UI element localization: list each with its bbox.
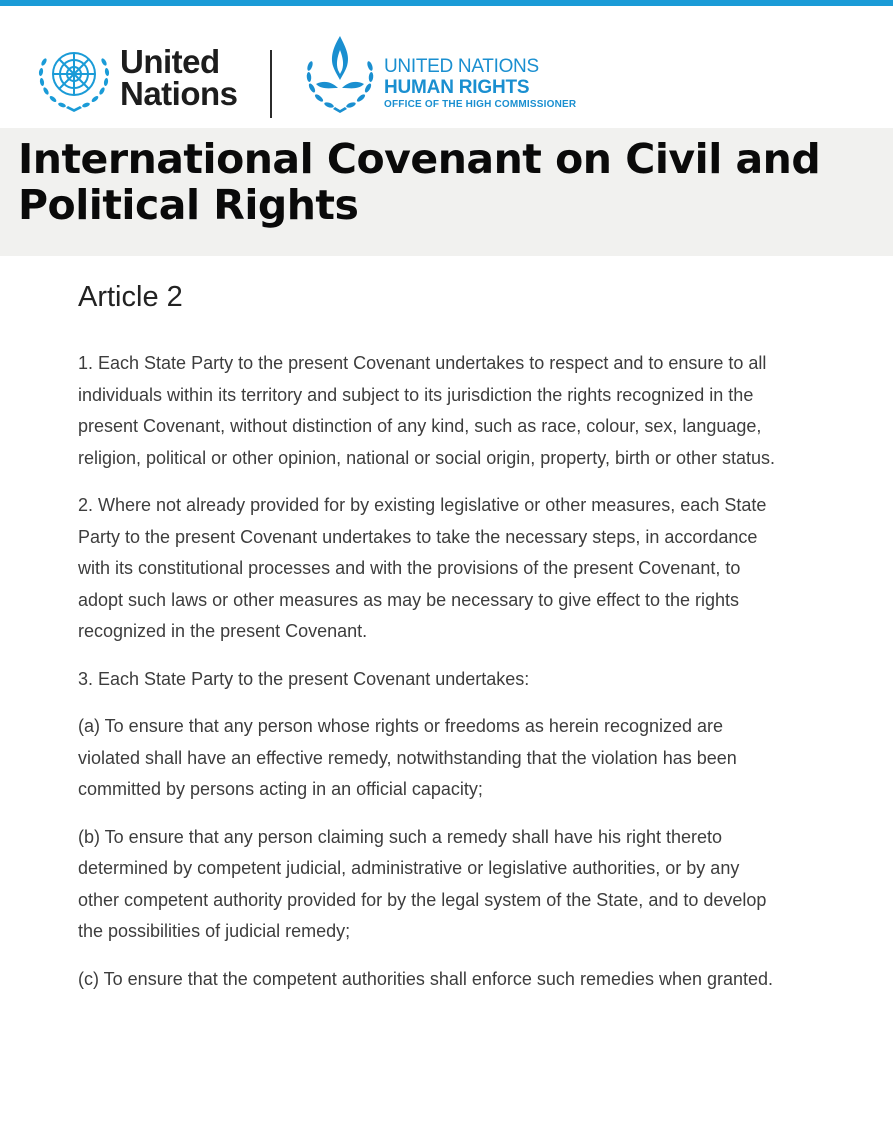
ohchr-line-2: HUMAN RIGHTS bbox=[384, 77, 530, 98]
un-wordmark-line1: United bbox=[120, 43, 220, 80]
ohchr-wordmark[interactable] bbox=[384, 56, 576, 111]
un-wordmark-line2: Nations bbox=[120, 75, 238, 112]
article-paragraph-3a: (a) To ensure that any person whose rights or freedoms as herein recognized are violated shall have an effective remedy, notwithstanding that the violation has been committed by persons acting in an official capacity; bbox=[78, 716, 737, 799]
ohchr-line-1: UNITED NATIONS bbox=[384, 56, 539, 77]
article-paragraph-3c: (c) To ensure that the competent authorities shall enforce such remedies when granted. bbox=[78, 968, 774, 989]
site-header bbox=[0, 6, 893, 128]
ohchr-flame-icon[interactable] bbox=[300, 32, 380, 116]
article-paragraph-2: 2. Where not already provided for by existing legislative or other measures, each State Party to the present Covenant undertakes to take the necessary steps, in accordance with its constitutional processes and with the provisions of the present Covenant, to adopt such laws or other measures as may be necessary to give effect to the rights recognized in the present Covenant. bbox=[78, 495, 767, 641]
logo-divider bbox=[270, 50, 272, 118]
un-emblem-icon[interactable] bbox=[34, 42, 114, 116]
article-paragraph-3: 3. Each State Party to the present Covenant undertakes: bbox=[78, 668, 530, 689]
ohchr-line-3: OFFICE OF THE HIGH COMMISSIONER bbox=[384, 99, 577, 110]
article-heading: Article 2 bbox=[78, 281, 183, 313]
article-body bbox=[78, 276, 778, 1011]
document-title: International Covenant on Civil and Political Rights bbox=[18, 135, 821, 229]
article-paragraph-3b: (b) To ensure that any person claiming such a remedy shall have his right thereto determined by competent judicial, administrative or legislative authorities, or by any other competent authority provided for by the legal system of the State, and to develop the possibilities of judicial remedy; bbox=[78, 826, 767, 941]
un-wordmark[interactable] bbox=[120, 43, 238, 112]
article-paragraph-1: 1. Each State Party to the present Covenant undertakes to respect and to ensure to all individuals within its territory and subject to its jurisdiction the rights recognized in the present Covenant, without distinction of any kind, such as race, colour, sex, language, religion, political or other opinion, national or social origin, property, birth or other status. bbox=[78, 353, 776, 468]
